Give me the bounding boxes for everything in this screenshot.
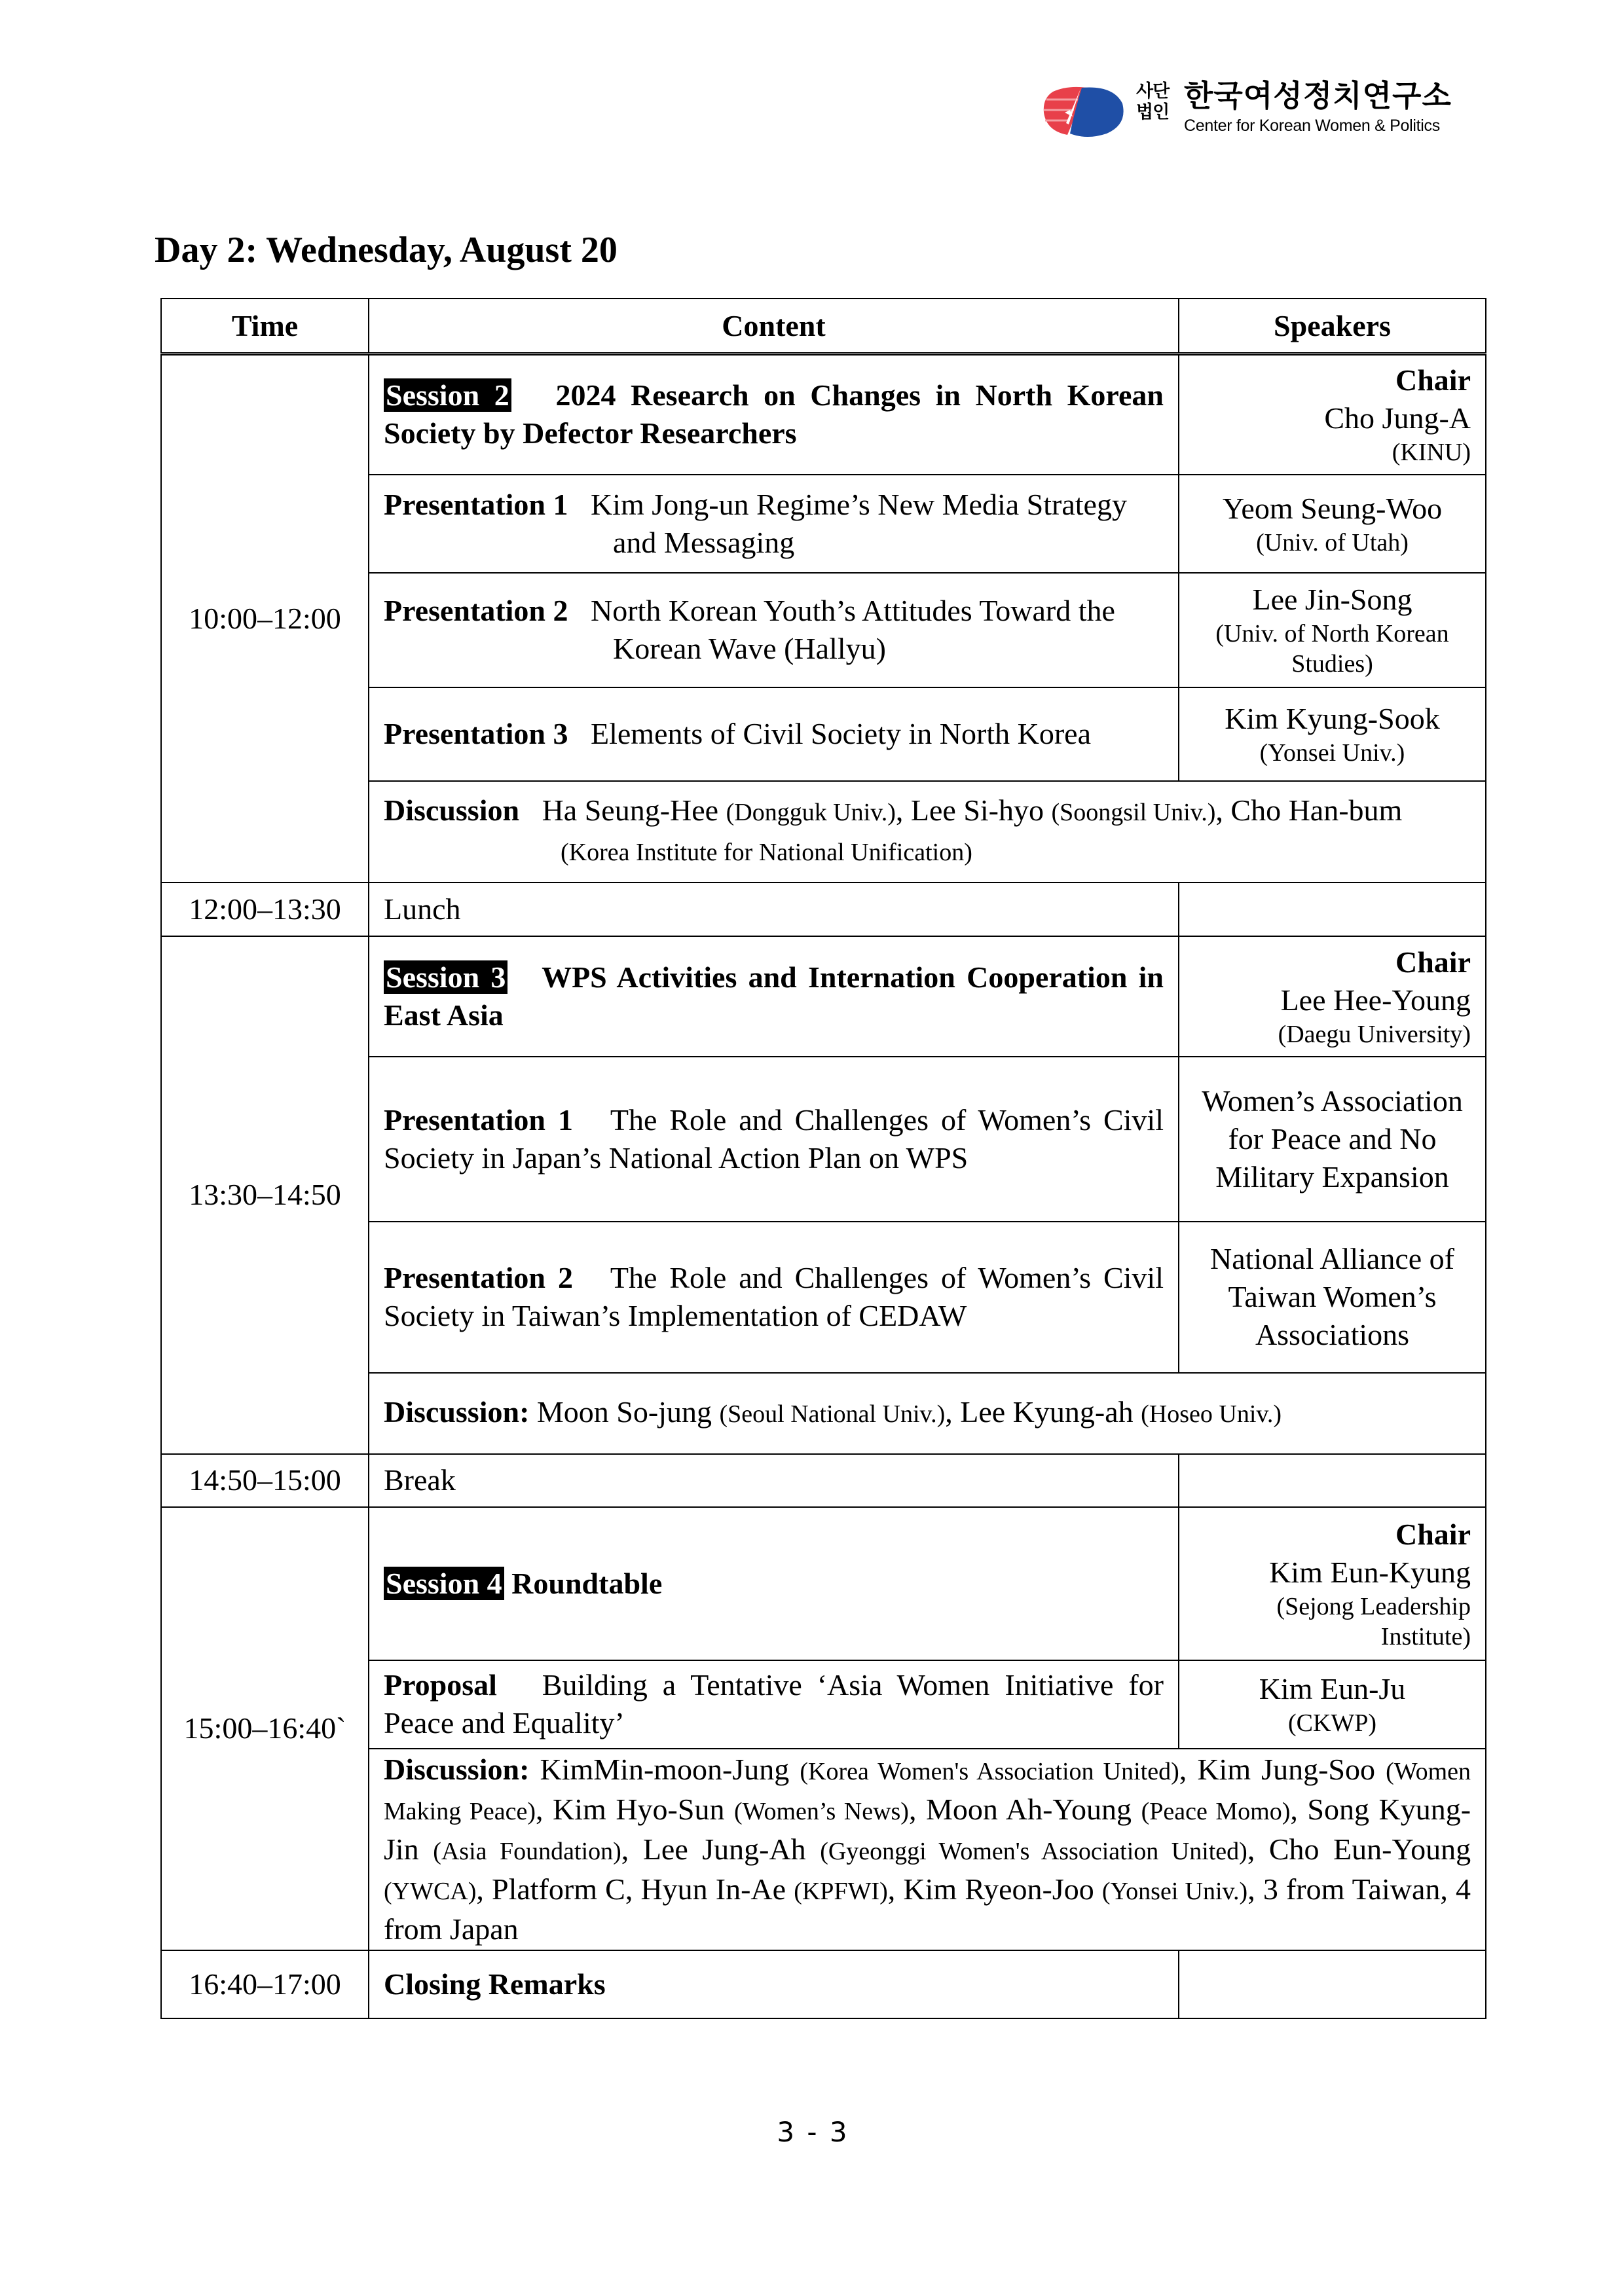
chair-name: Lee Hee-Young	[1280, 983, 1471, 1017]
presentation-label: Presentation 2	[384, 594, 568, 627]
speaker-affiliation: (Univ. of Utah)	[1256, 528, 1409, 556]
discussant: Lee Kyung-ah (Hoseo Univ.)	[960, 1395, 1282, 1429]
discussion-cell: Discussion: Moon So-jung (Seoul National Univ.), Lee Kyung-ah (Hoseo Univ.)	[369, 1373, 1486, 1454]
proposal-title: Building a Tentative ‘Asia Women Initiative for Peace and Equality’	[384, 1668, 1164, 1740]
session-3-row	[161, 936, 1486, 1057]
speaker-name: Yeom Seung-Woo	[1222, 491, 1443, 525]
discussant: Ha Seung-Hee (Dongguk Univ.)	[542, 793, 896, 827]
presentation-label: Presentation 1	[384, 1102, 573, 1137]
proposal-label: Proposal	[384, 1668, 497, 1702]
lunch-row	[161, 883, 1486, 936]
break-row	[161, 1454, 1486, 1507]
speaker-name: Lee Jin-Song	[1252, 583, 1412, 616]
header-speakers: Speakers	[1179, 299, 1486, 354]
presentation-title: The Role and Challenges of Women’s Civil Society in Japan’s National Action Plan on WPS	[384, 1102, 1164, 1175]
chair-affiliation: (Sejong Leadership Institute)	[1276, 1592, 1471, 1650]
discussant-name: Song Kyung-Jin	[384, 1792, 1471, 1866]
presentation-title: Elements of Civil Society in North Korea	[591, 717, 1091, 750]
discussant-name: Kim Jung-Soo	[1197, 1752, 1375, 1786]
time-slot: 12:00–13:30	[161, 883, 369, 936]
discussant-name: Cho Eun-Young	[1268, 1832, 1471, 1866]
session-title: 2024 Research on Changes in North Korean Society by Defector Researchers	[384, 378, 1164, 450]
chair-label: Chair	[1395, 363, 1471, 397]
chair-label: Chair	[1395, 945, 1471, 979]
discussion-label: Discussion:	[384, 1395, 530, 1429]
discussant: Moon So-jung (Seoul National Univ.)	[536, 1395, 946, 1429]
discussant-affiliation: (Gyeonggi Women's Association United)	[820, 1837, 1247, 1865]
discussant: Cho Han-bum (Korea Institute for National Unification)	[561, 793, 1403, 866]
chair-cell	[1179, 354, 1486, 475]
discussant	[540, 1753, 1179, 1786]
speaker-affiliation: (Yonsei Univ.)	[1259, 739, 1405, 767]
chair-name: Cho Jung-A	[1324, 401, 1471, 435]
closing-row	[161, 1950, 1486, 2018]
logo-korean-name: 한국여성정치연구소	[1184, 78, 1452, 113]
chair-cell	[1179, 936, 1486, 1057]
speaker-name: Kim Eun-Ju	[1259, 1672, 1406, 1705]
time-slot: 10:00–12:00	[161, 354, 369, 883]
presentation-cell	[369, 475, 1179, 573]
discussant	[553, 1793, 909, 1826]
session-title-cell	[369, 1507, 1179, 1660]
speaker-cell	[1179, 687, 1486, 781]
break-label: Break	[369, 1454, 1179, 1507]
logo-emblem-icon	[1041, 84, 1126, 137]
discussant-affiliation: (KPFWI)	[794, 1877, 888, 1905]
speaker-name: Women’s Association for Peace and No Military Expansion	[1179, 1057, 1486, 1222]
speaker-cell	[1179, 475, 1486, 573]
time-slot: 13:30–14:50	[161, 936, 369, 1454]
session-title: Roundtable	[511, 1566, 663, 1600]
speaker-affiliation: (CKWP)	[1287, 1709, 1377, 1737]
page-title: Day 2: Wednesday, August 20	[155, 230, 618, 270]
page-number: 3 - 3	[777, 2116, 847, 2148]
session-4-row	[161, 1507, 1486, 1660]
discussion-tail: 3 from Taiwan, 4 from Japan	[384, 1872, 1471, 1946]
presentation-label: Presentation 3	[384, 717, 568, 750]
organization-logo	[1041, 77, 1460, 143]
schedule-table	[160, 298, 1486, 2019]
discussion-label: Discussion:	[384, 1752, 530, 1786]
discussant	[926, 1793, 1290, 1826]
speaker-name: National Alliance of Taiwan Women’s Associations	[1179, 1222, 1486, 1373]
session-tag: Session 3	[384, 960, 507, 994]
session-title-cell	[369, 354, 1179, 475]
closing-label: Closing Remarks	[369, 1950, 1179, 2018]
session-title-cell	[369, 936, 1179, 1057]
discussant-name: Platform C	[492, 1872, 625, 1906]
chair-label: Chair	[1395, 1517, 1471, 1551]
discussant-affiliation: (Peace Momo)	[1141, 1797, 1291, 1825]
speaker-cell	[1179, 573, 1486, 687]
discussant	[492, 1872, 625, 1906]
session-2-row	[161, 354, 1486, 475]
empty-speaker-cell	[1179, 883, 1486, 936]
presentation-cell	[369, 687, 1179, 781]
discussant-affiliation: (Women’s News)	[734, 1797, 909, 1825]
chair-affiliation: (Daegu University)	[1278, 1020, 1471, 1048]
header-time: Time	[161, 299, 369, 354]
time-slot: 14:50–15:00	[161, 1454, 369, 1507]
presentation-cell	[369, 573, 1179, 687]
header-content: Content	[369, 299, 1179, 354]
presentation-cell	[369, 1222, 1179, 1373]
presentation-title: The Role and Challenges of Women’s Civil Society in Taiwan’s Implementation of CEDAW	[384, 1261, 1164, 1332]
discussant-name: Moon Ah-Young	[926, 1792, 1132, 1826]
proposal-cell	[369, 1660, 1179, 1749]
discussion-cell: Discussion Ha Seung-Hee (Dongguk Univ.), Lee Si-hyo (Soongsil Univ.), Cho Han-bum (Korea Institute for National Unification)	[369, 781, 1486, 883]
discussant-affiliation: (Korea Women's Association United)	[800, 1757, 1179, 1785]
discussion-cell: Discussion: KimMin-moon-Jung (Korea Women's Association United), Kim Jung-Soo (Women Making Peace), Kim Hyo-Sun (Women’s News), Moon Ah-Young (Peace Momo), Song Kyung-Jin (Asia Foundation), Lee Jung-Ah (Gyeonggi Women's Association United), Cho Eun-Young (YWCA), Platform C, Hyun In-Ae (KPFWI), Kim Ryeon-Joo (Yonsei Univ.), 3 from Taiwan, 4 from Japan	[369, 1749, 1486, 1950]
presentation-cell	[369, 1057, 1179, 1222]
discussant-affiliation: (Yonsei Univ.)	[1101, 1877, 1248, 1905]
session-title: WPS Activities and Internation Cooperation in East Asia	[384, 960, 1164, 1032]
lunch-label: Lunch	[369, 883, 1179, 936]
chair-affiliation: (KINU)	[1392, 439, 1471, 467]
discussant: Lee Si-hyo (Soongsil Univ.)	[910, 793, 1216, 827]
discussant	[903, 1872, 1247, 1906]
logo-korean-prefix: 사단 법인	[1136, 81, 1170, 122]
discussant-name: Kim Hyo-Sun	[553, 1792, 725, 1826]
chair-cell	[1179, 1507, 1486, 1660]
session-tag: Session 4	[384, 1567, 504, 1600]
discussant	[643, 1832, 1247, 1866]
discussant-name: KimMin-moon-Jung	[540, 1752, 790, 1786]
session-tag: Session 2	[384, 378, 511, 412]
presentation-label: Presentation 2	[384, 1261, 573, 1294]
discussant-affiliation: (YWCA)	[384, 1877, 477, 1905]
discussant-affiliation: (Asia Foundation)	[433, 1837, 621, 1865]
speaker-cell	[1179, 1660, 1486, 1749]
chair-name: Kim Eun-Kyung	[1269, 1555, 1471, 1589]
speaker-affiliation: (Univ. of North Korean Studies)	[1215, 620, 1449, 678]
discussion-label: Discussion	[384, 793, 520, 827]
discussant-name: Kim Ryeon-Joo	[903, 1872, 1094, 1906]
time-slot: 15:00–16:40`	[161, 1507, 369, 1950]
discussant-name: Lee Jung-Ah	[642, 1832, 806, 1866]
empty-speaker-cell	[1179, 1454, 1486, 1507]
discussant	[640, 1872, 887, 1906]
discussant-name: Hyun In-Ae	[640, 1872, 786, 1906]
presentation-title: Kim Jong-un Regime’s New Media Strategy and Messaging	[591, 487, 1127, 559]
presentation-label: Presentation 1	[384, 487, 568, 521]
logo-english-name: Center for Korean Women & Politics	[1184, 117, 1440, 135]
empty-speaker-cell	[1179, 1950, 1486, 2018]
time-slot: 16:40–17:00	[161, 1950, 369, 2018]
discussant-affiliation: (Women Making Peace)	[384, 1757, 1471, 1825]
table-header-row	[161, 299, 1486, 354]
speaker-name: Kim Kyung-Sook	[1225, 702, 1440, 735]
presentation-title: North Korean Youth’s Attitudes Toward the Korean Wave (Hallyu)	[591, 594, 1115, 665]
